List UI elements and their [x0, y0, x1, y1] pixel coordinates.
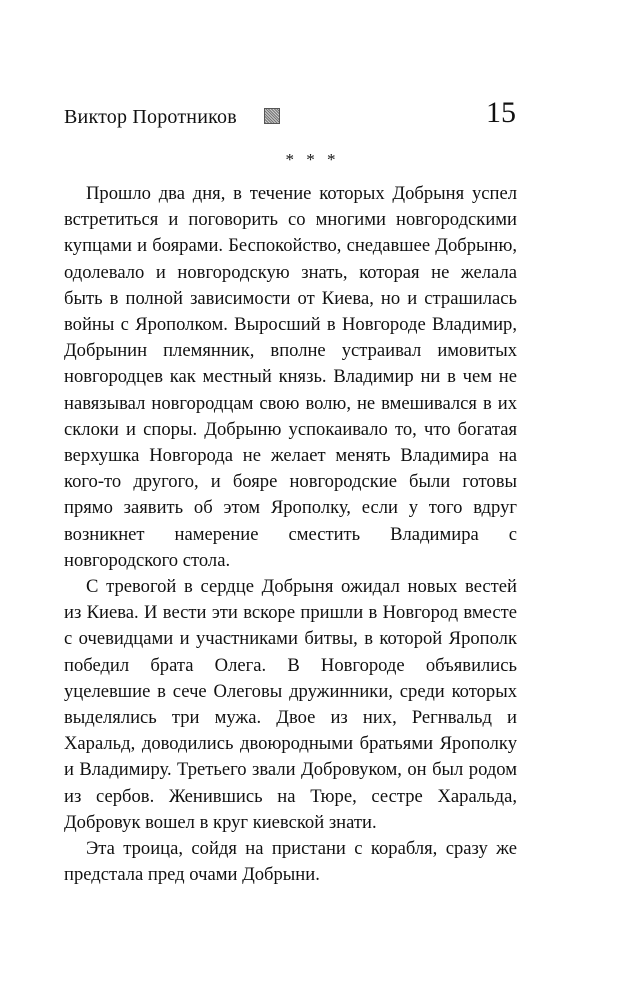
book-ornament-icon — [264, 108, 280, 124]
page-number: 15 — [486, 96, 516, 129]
paragraph: С тревогой в сердце Добрыня ожидал новых вестей из Киева. И вести эти вскоре пришли в Новгород вместе с очевидцами и участниками битвы, в которой Ярополк победил брата Олега. В Новгороде объявились уцелевшие в сече Олеговы дружинники, среди которых выделялись три мужа. Двое из них, Регнвальд и Харальд, доводились двоюродными братьями Ярополку и Владимиру. Третьего звали Добровуком, он был родом из сербов. Женившись на Тюре, сестре Харальда, Добровук вошел в круг киевской знати. — [64, 576, 517, 833]
running-header — [64, 96, 516, 136]
body-text — [64, 181, 517, 888]
paragraph: Прошло два дня, в течение которых Добрыня успел встретиться и поговорить со многими новгородскими купцами и боярами. Беспокойство, снедавшее Добрыню, одолевало и новгородскую знать, которая не желала быть в полной зависимости от Киева, но и страшилась войны с Ярополком. Выросший в Новгороде Владимир, Добрынин племянник, вполне устраивал имовитых новгородцев как местный князь. Владимир ни в чем не навязывал новгородцам свою волю, не вмешивался в их склоки и споры. Добрыню успокаивало то, что богатая верхушка Новгорода не желает менять Владимира на кого-то другого, и бояре новгородские были готовы прямо заявить об этом Ярополку, если у того вдруг возникнет намерение сместить Владимира с новгородского стола. — [64, 183, 517, 571]
author-name: Виктор Поротников — [64, 106, 237, 128]
paragraph: Эта троица, сойдя на пристани с корабля, сразу же предстала пред очами Добрыни. — [64, 838, 517, 886]
section-separator: * * * — [285, 150, 340, 169]
